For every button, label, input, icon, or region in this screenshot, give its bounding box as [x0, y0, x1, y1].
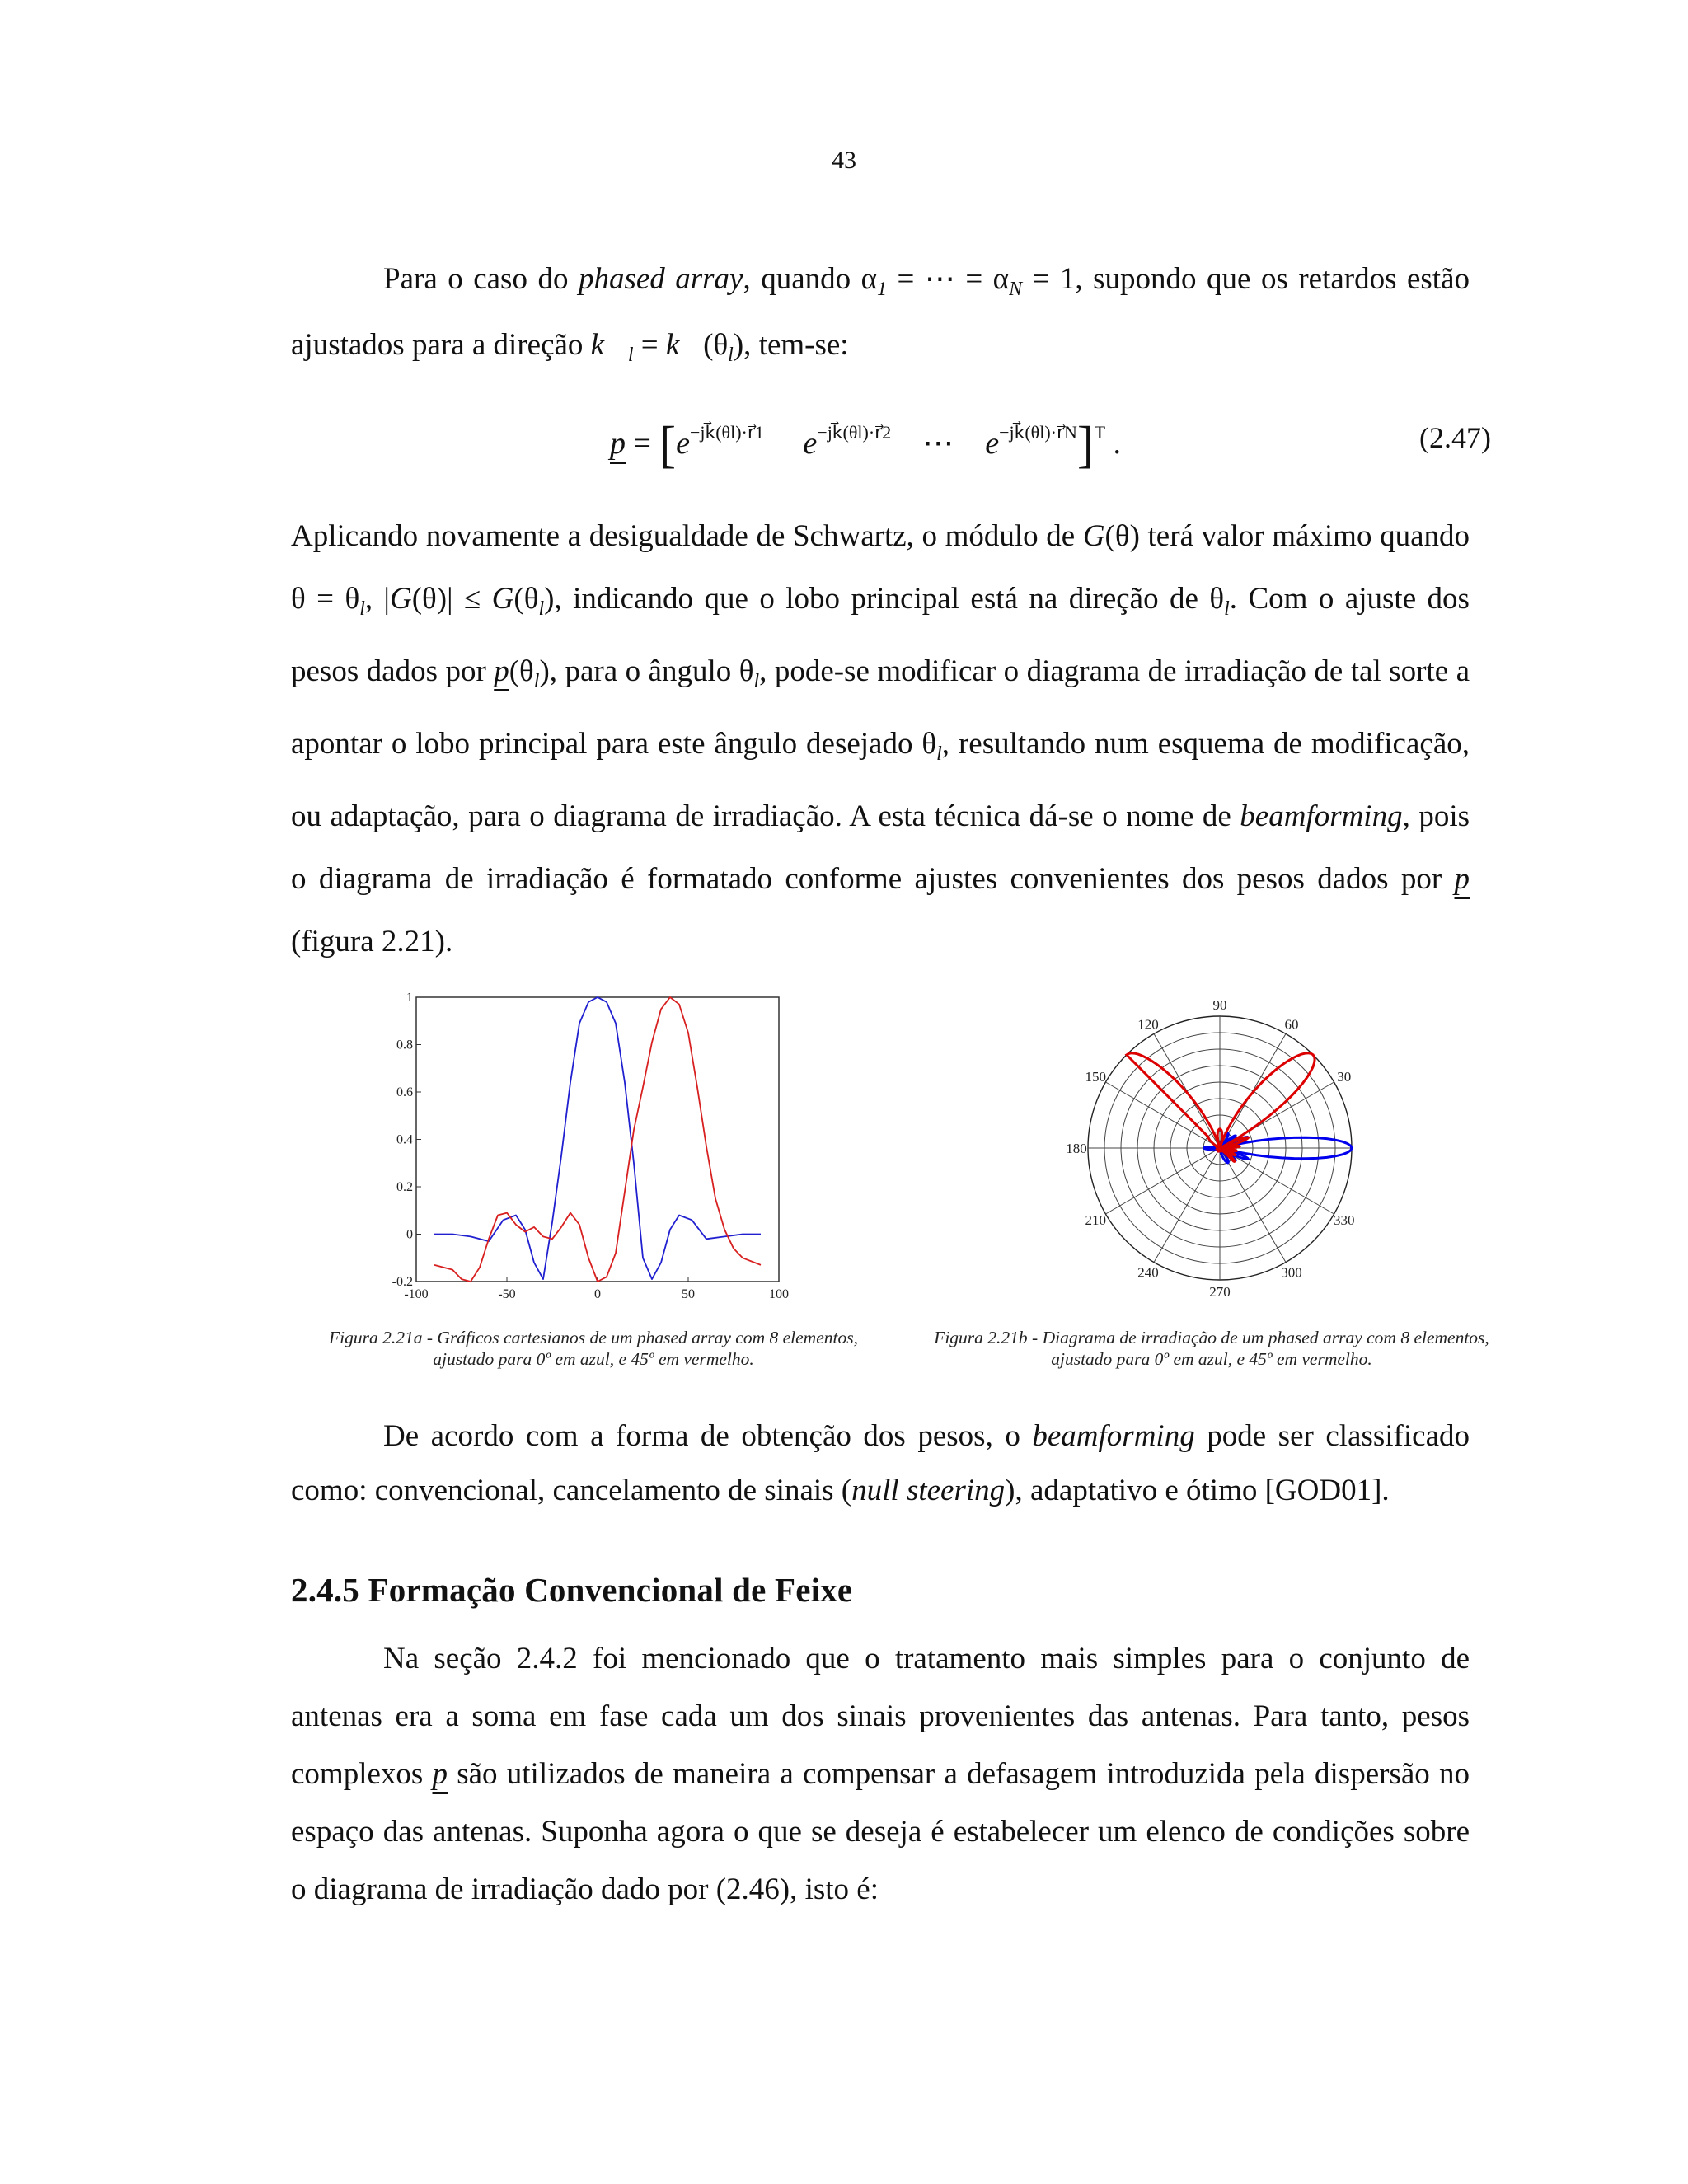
x-tick-label: -50 [498, 1287, 516, 1301]
y-tick-label: 0.8 [396, 1038, 413, 1052]
chart-series [434, 997, 761, 1282]
vector-k-symbol: k⃗ [590, 328, 628, 362]
figure-2-21a-cartesian-chart [363, 981, 808, 1319]
polar-angle-label: 90 [1212, 997, 1227, 1013]
x-tick-label: -100 [404, 1287, 429, 1301]
y-tick-label: 0.4 [396, 1132, 413, 1147]
polar-angle-label: 210 [1085, 1212, 1107, 1228]
series-blue-line [434, 997, 761, 1279]
polar-angle-label: 270 [1209, 1284, 1231, 1300]
polar-angle-label: 120 [1137, 1016, 1159, 1033]
page-number: 43 [832, 147, 856, 174]
equation-2-47: $p = [e^{-jk⃗(\theta l)\cdot r⃗1}$ $e^{-jk⃗(\theta l)\cdot r⃗2}$ ⋯ $e^{-jk⃗(\theta l)\cdot r⃗N}]^T$ . (2.47) [610, 417, 1491, 473]
polar-series [1127, 1053, 1352, 1163]
y-tick-label: 0.2 [396, 1180, 413, 1194]
polar-angle-label: 30 [1337, 1069, 1352, 1085]
polar-angle-label: 330 [1333, 1212, 1355, 1228]
polar-angle-label: 60 [1284, 1016, 1299, 1033]
plot-frame [416, 997, 779, 1282]
equation-number: (2.47) [1419, 421, 1491, 454]
figure-2-21b-polar-chart [1047, 981, 1393, 1319]
paragraph-conventional-beamforming: Na seção 2.4.2 foi mencionado que o tratamento mais simples para o conjunto de antenas era a soma em fase cada um dos sinais provenientes das antenas. Para tanto, pesos complexos p são utilizados de maneira a compensar a defasagem introduzida pela dispersão no espaço das antenas. Suponha agora o que se deseja é estabelecer um elenco de condições sobre o diagrama de irradiação dado por (2.46), isto é: [291, 1642, 1470, 1906]
chart-tick-labels [392, 991, 789, 1301]
polar-angle-label: 180 [1066, 1141, 1087, 1156]
y-tick-label: -0.2 [392, 1275, 413, 1289]
x-tick-label: 50 [682, 1287, 695, 1301]
y-tick-label: 1 [406, 991, 413, 1005]
y-tick-label: 0 [406, 1227, 413, 1242]
polar-series-45-lobe [1127, 1053, 1315, 1162]
figure-2-21a-caption: Figura 2.21a - Gráficos cartesianos de um phased array com 8 elementos, ajustado para 0º em azul, e 45º em vermelho. [329, 1328, 858, 1369]
polar-angle-label: 300 [1281, 1264, 1302, 1281]
paragraph-schwartz: Aplicando novamente a desigualdade de Schwartz, o módulo de G(θ) terá valor máximo quando $\theta = \theta_l$, $|G(\theta)| \le G(\theta_l)$, indicando que o lobo principal está na direção de $\theta_l$. Com o ajuste dos pesos dados por $p(\theta_l)$, para o ângulo $\theta_l$, pode-se modificar o diagrama de irradiação de tal sorte a apontar o lobo principal para este ângulo desejado $\theta_l$, resultando num esquema de modificação, ou adaptação, para o diagrama de irradiação. A esta técnica dá-se o nome de beamforming, pois o diagrama de irradiação é formatado conforme ajustes convenientes dos pesos dados por p (figura 2.21). [291, 519, 1470, 958]
paragraph-beamforming-types: De acordo com a forma de obtenção dos pesos, o beamforming pode ser classificado como: convencional, cancelamento de sinais (null steering), adaptativo e ótimo [GOD01]. [291, 1419, 1470, 1507]
polar-angle-label: 150 [1085, 1069, 1107, 1085]
x-tick-label: 0 [594, 1287, 601, 1301]
chart-axes [416, 997, 779, 1282]
paragraph-phased-array: Para o caso do phased array, quando $\alpha_1$ = ⋯ = $\alpha_N = 1$, supondo que os retardos estão ajustados para a direção $k⃗_l$ = $k⃗(\theta_l)$, tem-se: [291, 262, 1470, 366]
section-heading: 2.4.5 Formação Convencional de Feixe [291, 1571, 853, 1609]
x-tick-label: 100 [769, 1287, 789, 1301]
figure-2-21b-caption: Figura 2.21b - Diagrama de irradiação de um phased array com 8 elementos, ajustado para 0º em azul, e 45º em vermelho. [934, 1328, 1489, 1369]
y-tick-label: 0.6 [396, 1085, 413, 1099]
polar-angle-label: 240 [1137, 1264, 1159, 1281]
